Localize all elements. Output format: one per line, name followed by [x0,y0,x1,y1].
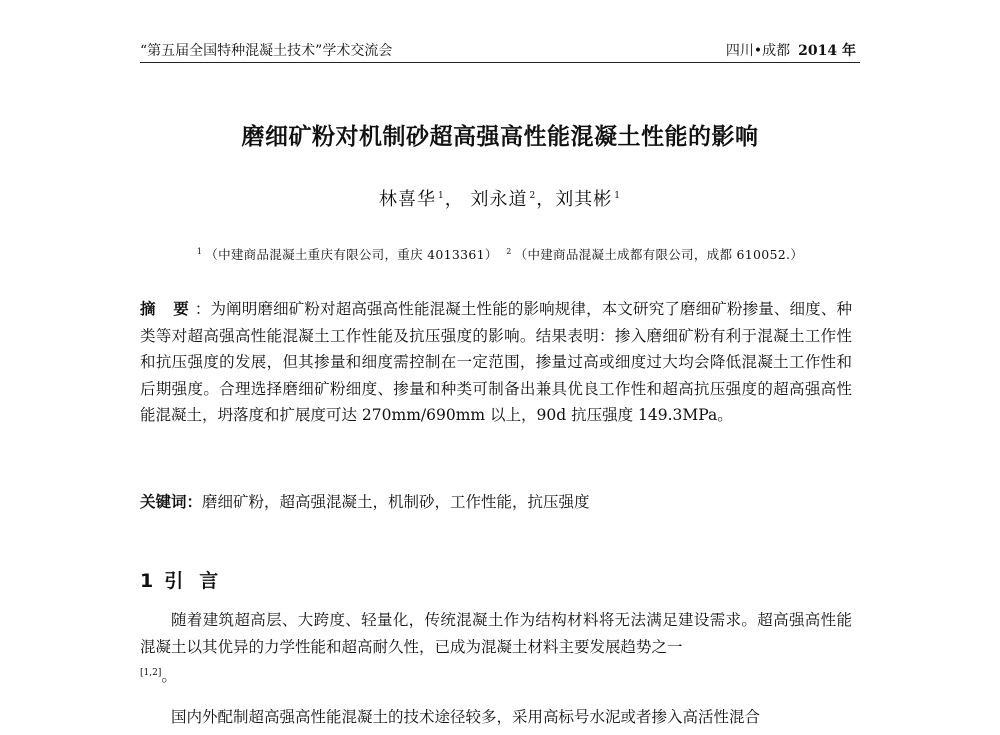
author-name: 林喜华 [379,189,437,210]
section-number: 1 [140,570,155,592]
affil-mark: 2 [506,246,512,256]
author-name: 刘永道 [470,189,528,210]
location: 四川•成都 [725,43,791,59]
paragraph-end: 。 [161,667,177,686]
keywords-text: 磨细矿粉，超高强混凝土，机制砂，工作性能，抗压强度 [202,493,590,511]
affiliation: （中建商品混凝土重庆有限公司，重庆 4013361） [205,247,498,262]
paragraph-text: 国内外配制超高强高性能混凝土的技术途径较多，采用高标号水泥或者掺入高活性混合 [171,708,761,726]
author-affil-mark: 2 [529,191,537,201]
author-name: 刘其彬 [555,189,613,210]
author-affil-mark: 1 [438,191,445,201]
affiliation: （中建商品混凝土成都有限公司，成都 610052.） [514,247,804,262]
abstract: 摘 要：为阐明磨细矿粉对超高强高性能混凝土性能的影响规律，本文研究了磨细矿粉掺量、细度、种类等对超高强高性能混凝土工作性能及抗压强度的影响。结果表明：掺入磨细矿粉有利于混凝土工作性和抗压强度的发展，但其掺量和细度需控制在一定范围，掺量过高或细度过大均会降低混凝土工作性和后期强度。合理选择磨细矿粉细度、掺量和种类可制备出兼具优良工作性和超高抗压强度的超高强高性能混凝土，坍落度和扩展度可达 270mm/690mm 以上，90d 抗压强度 149.3MPa。 [140,300,852,424]
conference-name: “第五届全国特种混凝土技术”学术交流会 [140,43,393,59]
section-title: 引言 [164,570,235,592]
abstract-text: 为阐明磨细矿粉对超高强高性能混凝土性能的影响规律，本文研究了磨细矿粉掺量、细度、种类等对超高强高性能混凝土工作性能及抗压强度的影响。结果表明：掺入磨细矿粉有利于混凝土工作性和抗压强度的发展，但其掺量和细度需控制在一定范围，掺量过高或细度过大均会降低混凝土工作性和后期强度。合理选择磨细矿粉细度、掺量和种类可制备出兼具优良工作性和超高抗压强度的超高强高性能混凝土，坍落度和扩展度可达 270mm/690mm 以上，90d 抗压强度 149.3MPa。 [140,300,852,424]
abstract-label: 摘 要 [140,300,195,318]
affiliations [0,245,1000,263]
author-list: 林喜华 $^1$， 刘永道 $^2$，刘其彬 $^1$ [379,189,621,210]
location-year [726,40,856,60]
citation: [1,2] [140,668,162,678]
keywords-label: 关键词 [140,493,187,511]
paragraph-text: 随着建筑超高层、大跨度、轻量化，传统混凝土作为结构材料将无法满足建设需求。超高强高性能混凝土以其优异的力学性能和超高耐久性，已成为混凝土材料主要发展趋势之一 [140,611,852,656]
section-heading [140,566,234,593]
keywords: 关键词：磨细矿粉，超高强混凝土，机制砂，工作性能，抗压强度 [140,493,590,511]
running-header [140,36,860,63]
paper-title: 磨细矿粉对机制砂超高强高性能混凝土性能的影响 [241,124,759,150]
body-paragraph [140,607,852,690]
body-paragraph [140,704,852,730]
year: 2014 年 [798,43,856,59]
author-affil-mark: 1 [614,191,621,201]
affil-mark: 1 [196,246,203,256]
